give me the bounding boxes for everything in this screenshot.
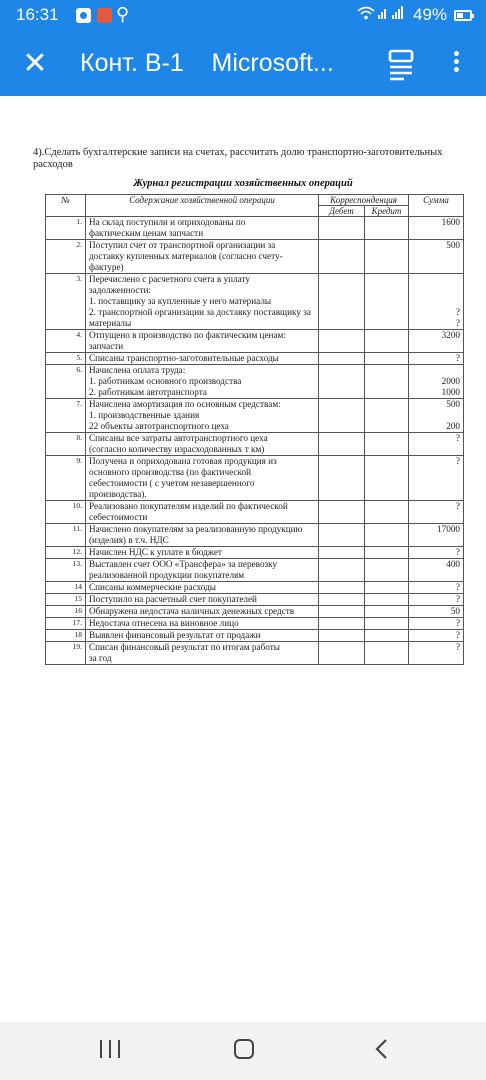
description-line: Начислена оплата труда: <box>89 365 186 375</box>
operation-description <box>86 618 319 630</box>
credit-cell <box>365 365 409 399</box>
row-number: 14 <box>46 582 86 594</box>
sum-value: ? <box>455 618 460 628</box>
sum-cell <box>409 353 464 365</box>
journal-table <box>45 194 464 665</box>
sum-value: 3200 <box>441 330 460 340</box>
description-line: Отпущено в производство по фактическим ценам: <box>89 330 286 340</box>
row-number: 8. <box>46 433 86 456</box>
debit-cell <box>319 217 365 240</box>
sum-cell <box>409 547 464 559</box>
debit-cell <box>319 559 365 582</box>
table-row <box>46 456 464 501</box>
header-sum: Сумма <box>409 195 464 217</box>
description-line: основного производства (по фактической <box>89 467 251 477</box>
description-line: Обнаружена недостача наличных денежных средств <box>89 606 295 616</box>
operation-description <box>86 365 319 399</box>
row-number: 1. <box>46 217 86 240</box>
sum-value: 50 <box>450 606 460 616</box>
sum-value: 17000 <box>437 524 460 534</box>
header-correspondence: Корреспонденция <box>319 195 409 206</box>
sum-value <box>411 365 460 376</box>
signal-icon <box>378 6 408 23</box>
debit-cell <box>319 547 365 559</box>
description-line: материалы <box>89 318 132 328</box>
debit-cell <box>319 582 365 594</box>
sum-value <box>411 410 460 421</box>
table-row <box>46 399 464 433</box>
table-row <box>46 353 464 365</box>
description-line: фактическим ценам запчасти <box>89 228 204 238</box>
description-line: реализованной продукции покупателям <box>89 570 245 580</box>
credit-cell <box>365 330 409 353</box>
row-number: 13. <box>46 559 86 582</box>
row-number: 11. <box>46 524 86 547</box>
sum-value: ? <box>455 501 460 511</box>
sum-cell <box>409 618 464 630</box>
sum-value: 1600 <box>441 217 460 227</box>
sum-cell <box>409 365 464 399</box>
operation-description <box>86 582 319 594</box>
credit-cell <box>365 594 409 606</box>
search-icon: ⚲ <box>116 4 130 24</box>
sum-cell <box>409 399 464 433</box>
description-line: Списаны коммерческие расходы <box>89 582 216 592</box>
sum-value: ? <box>455 433 460 443</box>
description-line: 2. работникам автотранспорта <box>89 387 207 397</box>
description-line: 1. поставщику за купленные у него материалы <box>89 296 272 306</box>
operation-description <box>86 547 319 559</box>
debit-cell <box>319 618 365 630</box>
credit-cell <box>365 642 409 665</box>
document-page <box>0 96 486 1022</box>
sum-cell <box>409 630 464 642</box>
debit-cell <box>319 399 365 433</box>
sum-value: ? <box>455 642 460 652</box>
sum-cell <box>409 433 464 456</box>
description-line: Получена и оприходована готовая продукция из <box>89 456 277 466</box>
sum-value: 2000 <box>441 376 460 386</box>
debit-cell <box>319 456 365 501</box>
table-row <box>46 365 464 399</box>
task-text: 4).Сделать бухгалтерские записи на счетах, рассчитать долю транспортно-заготовительных расходов <box>33 147 443 170</box>
row-number: 12. <box>46 547 86 559</box>
sum-value: ? <box>455 594 460 604</box>
sum-value: 500 <box>446 240 460 250</box>
sum-value <box>411 274 460 285</box>
operation-description <box>86 606 319 618</box>
description-line: 1. производственные здания <box>89 410 200 420</box>
sum-value: ? <box>455 630 460 640</box>
description-line: 22 объекты автотранспортного цеха <box>89 421 229 431</box>
description-line: себестоимости <box>89 512 148 522</box>
credit-cell <box>365 606 409 618</box>
description-line: Списаны все затраты автотранспортного цеха <box>89 433 268 443</box>
description-line: Поступило на расчетный счет покупателей <box>89 594 257 604</box>
navigation-bar <box>0 1022 486 1080</box>
recent-apps-icon[interactable] <box>100 1040 122 1058</box>
description-line: задолженности: <box>89 285 151 295</box>
sum-value: ? <box>455 318 460 328</box>
status-bar <box>0 0 486 34</box>
close-icon[interactable]: ✕ <box>22 47 48 80</box>
description-line: Поступил счет от транспортной организации за <box>89 240 276 250</box>
description-line: доставку купленных материалов (согласно счету- <box>89 251 283 261</box>
debit-cell <box>319 240 365 274</box>
credit-cell <box>365 630 409 642</box>
battery-icon <box>454 10 472 21</box>
notification-app-icon-red <box>97 8 112 23</box>
row-number: 3. <box>46 274 86 330</box>
battery-percent: 49% <box>413 5 448 24</box>
table-row <box>46 240 464 274</box>
table-row <box>46 594 464 606</box>
description-line: На склад поступили и оприходованы по <box>89 217 246 227</box>
credit-cell <box>365 582 409 594</box>
row-number: 10. <box>46 501 86 524</box>
debit-cell <box>319 524 365 547</box>
operation-description <box>86 642 319 665</box>
sum-cell <box>409 217 464 240</box>
operation-description <box>86 217 319 240</box>
more-vertical-icon[interactable] <box>446 48 466 82</box>
sum-cell <box>409 594 464 606</box>
description-line: себестоимости ( с учетом незавершенного <box>89 478 255 488</box>
operation-description <box>86 274 319 330</box>
sum-value: ? <box>455 353 460 363</box>
debit-cell <box>319 433 365 456</box>
sum-cell <box>409 240 464 274</box>
debit-cell <box>319 353 365 365</box>
description-line: Начислен НДС к уплате в бюджет <box>89 547 222 557</box>
sum-value <box>411 296 460 307</box>
credit-cell <box>365 559 409 582</box>
sum-cell <box>409 456 464 501</box>
debit-cell <box>319 594 365 606</box>
row-number: 16 <box>46 606 86 618</box>
table-row <box>46 559 464 582</box>
table-row <box>46 642 464 665</box>
description-line: Перечислено с расчетного счета в уплату <box>89 274 250 284</box>
credit-cell <box>365 501 409 524</box>
credit-cell <box>365 433 409 456</box>
credit-cell <box>365 618 409 630</box>
row-number: 17. <box>46 618 86 630</box>
sum-value: 400 <box>446 559 460 569</box>
operation-description <box>86 630 319 642</box>
description-line: Недостача отнесена на виновное лицо <box>89 618 239 628</box>
debit-cell <box>319 330 365 353</box>
sum-cell <box>409 274 464 330</box>
credit-cell <box>365 217 409 240</box>
operation-description <box>86 524 319 547</box>
description-line: Списаны транспортно-заготовительные расходы <box>89 353 279 363</box>
debit-cell <box>319 606 365 618</box>
credit-cell <box>365 524 409 547</box>
reading-mode-icon[interactable] <box>388 49 414 81</box>
wifi-icon <box>357 6 375 23</box>
table-row <box>46 606 464 618</box>
row-number: 15 <box>46 594 86 606</box>
description-line: Выявлен финансовый результат от продажи <box>89 630 261 640</box>
operation-description <box>86 594 319 606</box>
description-line: 2. транспортной организации за доставку поставщику за <box>89 307 311 317</box>
header-content: Содержание хозяйственной операции <box>86 195 319 217</box>
debit-cell <box>319 274 365 330</box>
row-number: 9. <box>46 456 86 501</box>
description-line: фактуре) <box>89 262 124 272</box>
sum-cell <box>409 524 464 547</box>
description-line: Реализовано покупателям изделий по фактической <box>89 501 288 511</box>
operation-description <box>86 433 319 456</box>
credit-cell <box>365 240 409 274</box>
row-number: 2. <box>46 240 86 274</box>
back-icon[interactable] <box>372 1038 392 1060</box>
row-number: 19. <box>46 642 86 665</box>
table-row <box>46 618 464 630</box>
row-number: 18 <box>46 630 86 642</box>
operation-description <box>86 399 319 433</box>
row-number: 6. <box>46 365 86 399</box>
sum-value <box>411 285 460 296</box>
sum-cell <box>409 501 464 524</box>
sum-cell <box>409 330 464 353</box>
description-line: запчасти <box>89 341 124 351</box>
header-credit: Кредит <box>365 206 409 217</box>
table-row <box>46 630 464 642</box>
operation-description <box>86 353 319 365</box>
app-bar <box>0 34 486 96</box>
operation-description <box>86 330 319 353</box>
sum-value: ? <box>455 582 460 592</box>
sum-value: ? <box>455 456 460 466</box>
row-number: 7. <box>46 399 86 433</box>
header-debit: Дебет <box>319 206 365 217</box>
table-row <box>46 433 464 456</box>
operation-description <box>86 501 319 524</box>
credit-cell <box>365 547 409 559</box>
description-line: 1. работникам основного производства <box>89 376 242 386</box>
sum-value: ? <box>455 307 460 317</box>
journal-title: Журнал регистрации хозяйственных операций <box>133 178 353 189</box>
row-number: 4. <box>46 330 86 353</box>
table-row <box>46 217 464 240</box>
description-line: (изделия) в т.ч. НДС <box>89 535 169 545</box>
sum-cell <box>409 606 464 618</box>
sum-value: ? <box>455 547 460 557</box>
table-row <box>46 330 464 353</box>
table-row <box>46 501 464 524</box>
sum-value: 500 <box>446 399 460 409</box>
status-time: 16:31 <box>16 5 59 24</box>
header-num: № <box>46 195 86 217</box>
credit-cell <box>365 399 409 433</box>
operation-description <box>86 240 319 274</box>
credit-cell <box>365 274 409 330</box>
description-line: производства). <box>89 489 147 499</box>
document-title: Конт. В-1 Microsoft... <box>80 49 334 77</box>
home-icon[interactable] <box>234 1039 254 1059</box>
credit-cell <box>365 353 409 365</box>
table-row <box>46 547 464 559</box>
table-row <box>46 582 464 594</box>
description-line: Начислено покупателям за реализованную продукцию <box>89 524 303 534</box>
table-row <box>46 524 464 547</box>
description-line: (согласно количеству израсходованных т км) <box>89 444 265 454</box>
notification-app-icon <box>76 8 91 23</box>
sum-value: 1000 <box>441 387 460 397</box>
table-row <box>46 274 464 330</box>
description-line: Списан финансовый результат по итогам работы <box>89 642 280 652</box>
sum-cell <box>409 642 464 665</box>
operation-description <box>86 456 319 501</box>
description-line: за год <box>89 653 112 663</box>
credit-cell <box>365 456 409 501</box>
debit-cell <box>319 501 365 524</box>
description-line: Начислена амортизация по основным средствам: <box>89 399 281 409</box>
sum-value: 200 <box>446 421 460 431</box>
debit-cell <box>319 365 365 399</box>
sum-cell <box>409 582 464 594</box>
debit-cell <box>319 630 365 642</box>
sum-cell <box>409 559 464 582</box>
debit-cell <box>319 642 365 665</box>
description-line: Выставлен счет ООО «Трансфера» за перевозку <box>89 559 278 569</box>
operation-description <box>86 559 319 582</box>
row-number: 5. <box>46 353 86 365</box>
